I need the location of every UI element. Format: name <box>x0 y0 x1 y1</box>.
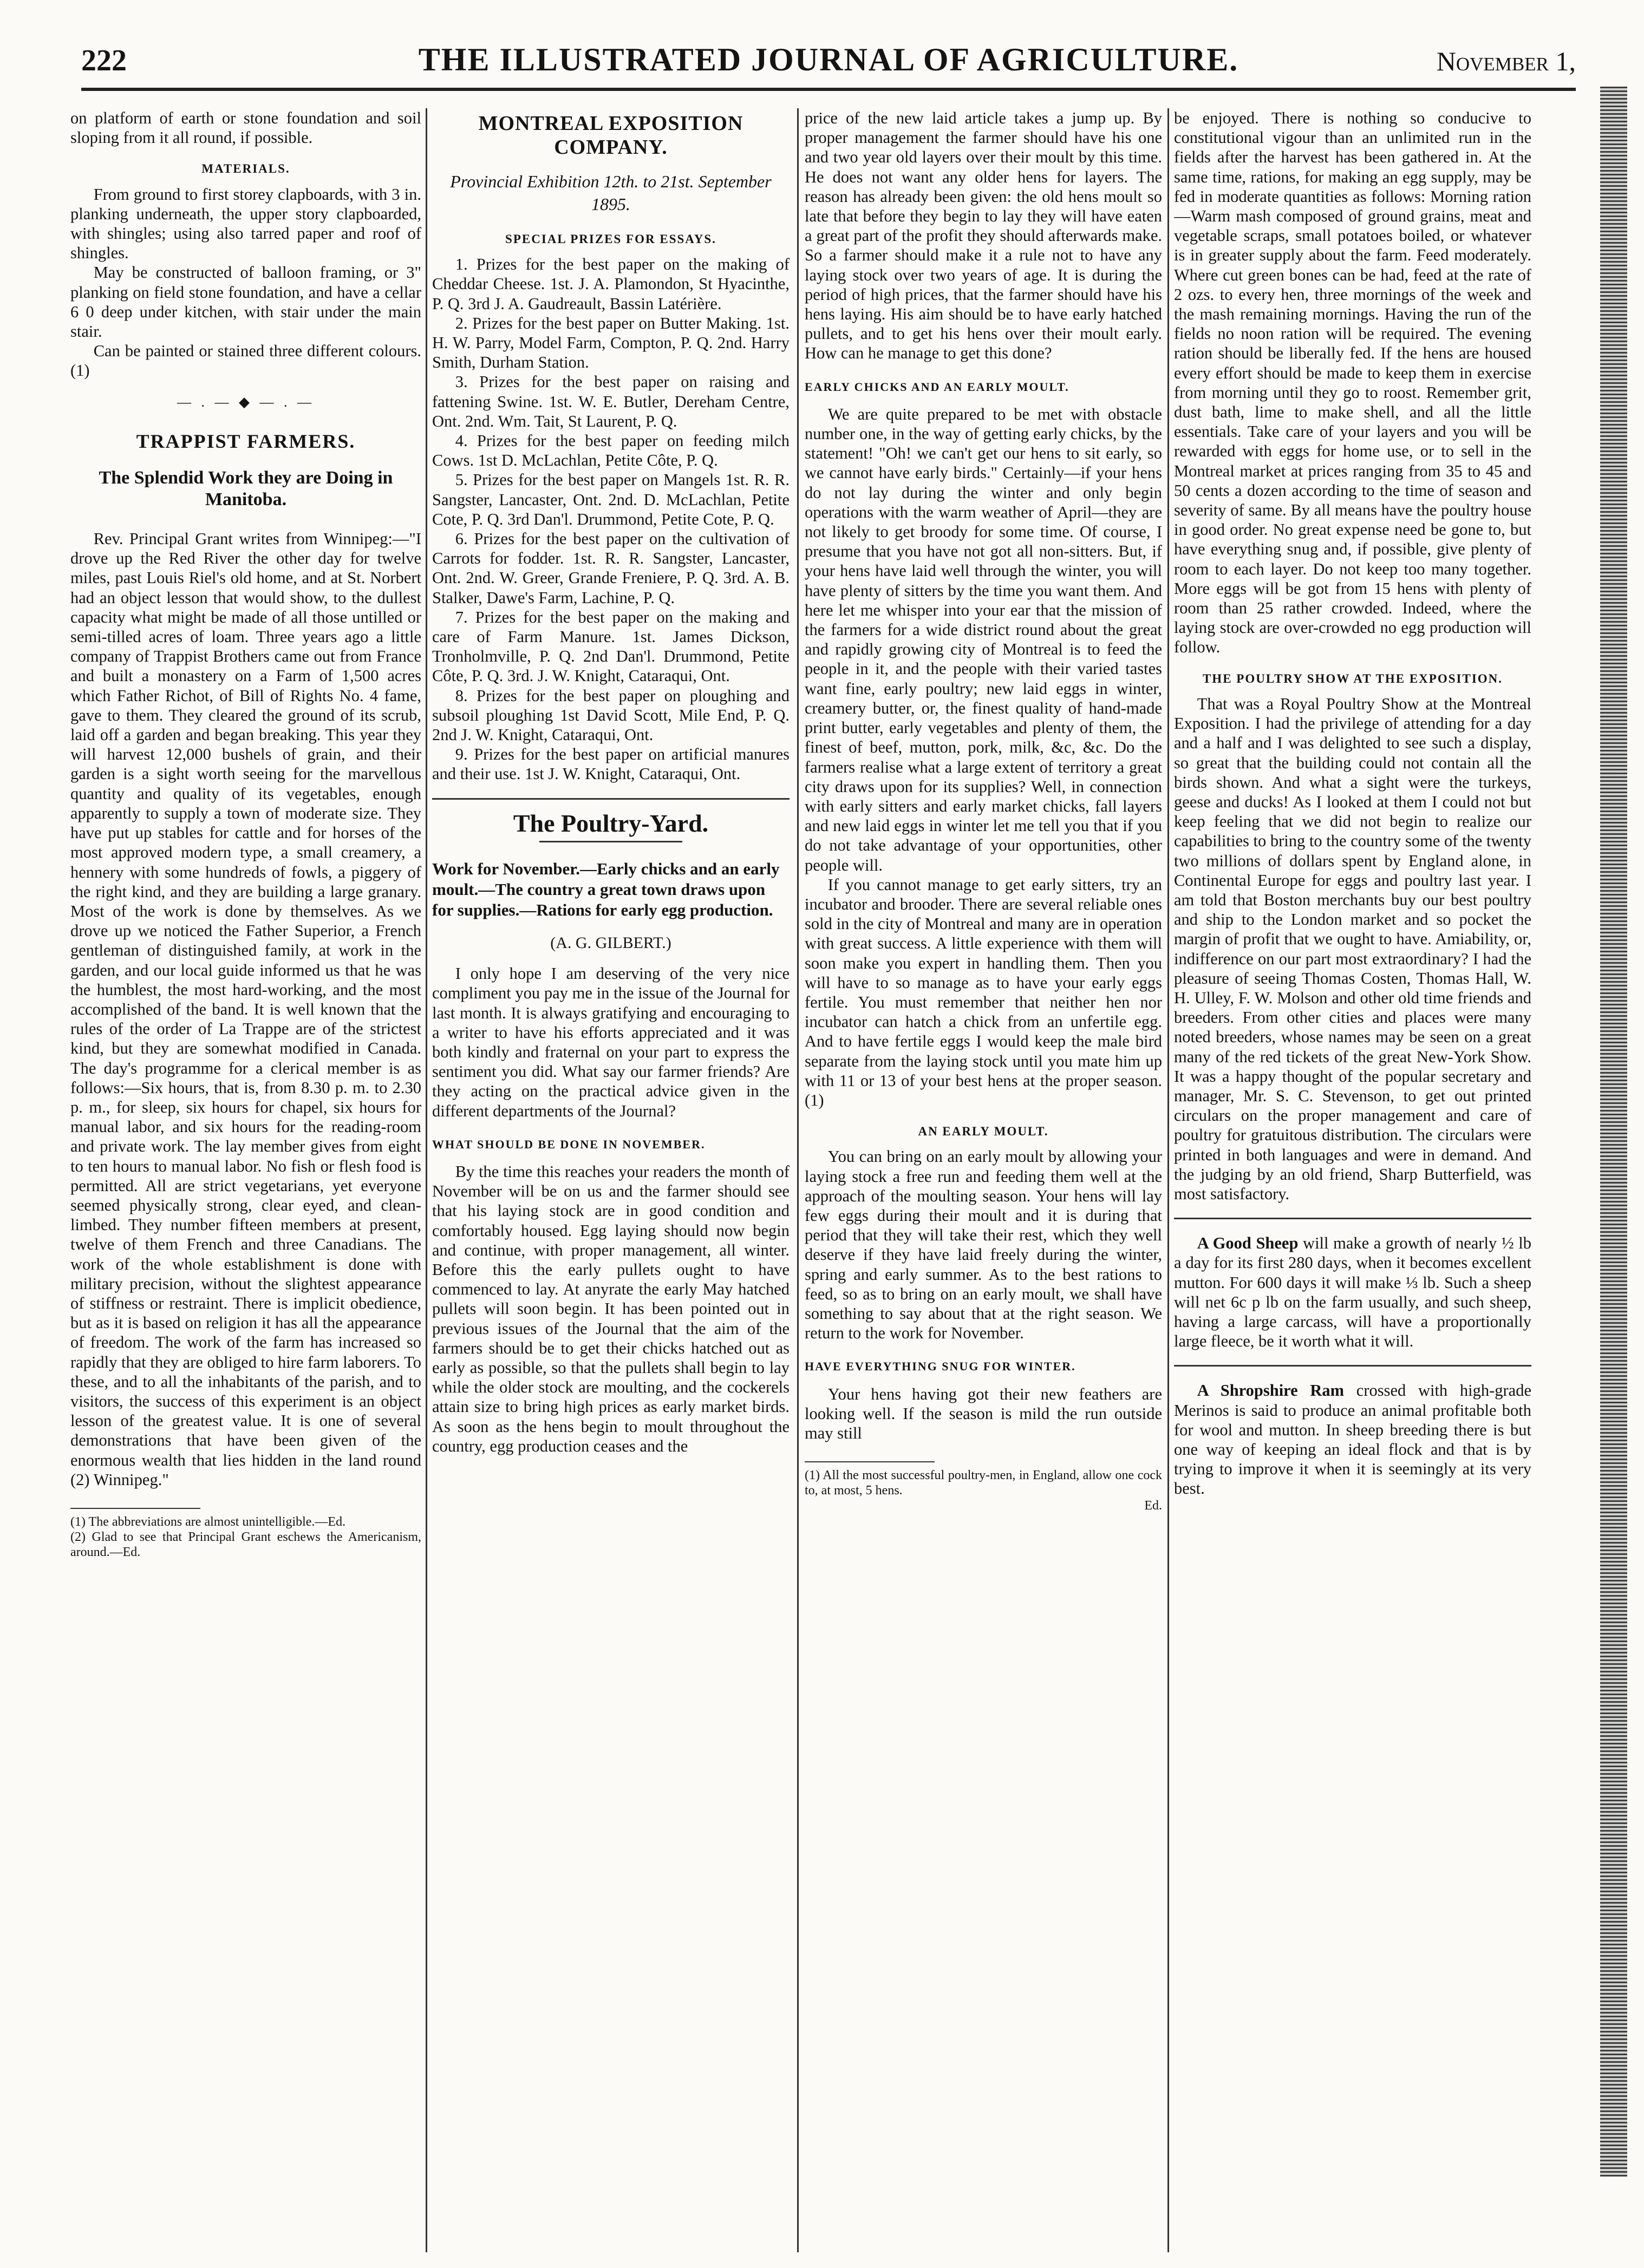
prize-item: 4. Prizes for the best paper on feeding milch Cows. 1st D. McLachlan, Petite Côte, P. Q. <box>432 432 790 470</box>
prize-item: 5. Prizes for the best paper on Mangels 1st. R. R. Sangster, Lancaster, Ont. 2nd. D. McLachlan, Petite Cote, P. Q. 3rd Dan'l. Drummond, Petite Cote, P. Q. <box>432 470 790 528</box>
continued-text: price of the new laid article takes a jump up. By proper management the farmer should have his one and two year old layers over their moult by this time. He does not want any older hens for layers. The reason has already been given: the old hens moult so late that before they begin to lay they will have eaten a great part of the profit they should afterwards make. So a farmer should make it a rule not to have any laying stock over two years of age. It is during the period of high prices, that the farmer should have his hens laying. His aim should be to have early hatched pullets, and to get his hens over their moult early. How can he manage to get this done? <box>805 109 1162 363</box>
journal-title: THE ILLUSTRATED JOURNAL OF AGRICULTURE. <box>418 42 1239 77</box>
column-2 <box>432 108 790 2252</box>
column-1 <box>70 108 421 2252</box>
early-chicks-heading: EARLY CHICKS AND AN EARLY MOULT. <box>805 380 1069 394</box>
prize-item: 7. Prizes for the best paper on the making and care of Farm Manure. 1st. James Dickson, Tronholmville, P. Q. 2nd Dan'l. Drummond, Petite Côte, P. Q. 3rd. J. W. Knight, Cataraqui, Ont. <box>432 607 790 685</box>
footnote: (1) The abbreviations are almost unintelligible.—Ed. <box>70 1515 346 1529</box>
prize-item: 2. Prizes for the best paper on Butter Making. 1st. H. W. Parry, Model Farm, Compton, P. Q. 2nd. Harry Smith, Durham Station. <box>432 313 790 372</box>
paragraph-text: crossed with high-grade Merinos is said to produce an animal profitable both for wool and mutton. In sheep breeding there is but one way of keeping an ideal flock and that is by trying to improve it when it is seemingly at its very best. <box>1174 1381 1531 1498</box>
scan-binding-edge <box>1600 87 1627 2177</box>
section-rule <box>539 841 682 842</box>
section-rule <box>1174 1365 1531 1367</box>
paragraph: May be constructed of balloon framing, or 3" planking on field stone foundation, and have a cellar 6 0 deep under kitchen, with stair under the main stair. <box>70 263 421 341</box>
issue-date: November 1, <box>1436 46 1576 76</box>
paragraph: If you cannot manage to get early sitters, try an incubator and brooder. There are several reliable ones sold in the city of Montreal and many are in operation with great success. A little experience with them will soon make you expert in handling them. Then you will have to so manage as to have your early eggs fertile. You must remember that neither hen nor incubator can hatch a chick from an unfertile egg. And to have fertile eggs I would keep the male bird separate from the laying stock until you mate him up with 11 or 13 of your best hens at the proper season. (1) <box>805 875 1162 1109</box>
paragraph: Your hens having got their new feathers are looking well. If the season is mild the run outside may still <box>805 1384 1162 1442</box>
run-in-heading: A Good Sheep <box>1197 1234 1299 1253</box>
montreal-exposition-heading: MONTREAL EXPOSITION COMPANY. <box>478 112 743 159</box>
run-in-heading: A Shropshire Ram <box>1197 1381 1345 1400</box>
november-heading: WHAT SHOULD BE DONE IN NOVEMBER. <box>432 1137 706 1151</box>
continued-text: on platform of earth or stone foundation and soil sloping from it all round, if possible. <box>70 109 421 147</box>
column-3 <box>805 108 1162 2252</box>
column-4 <box>1174 108 1531 2252</box>
work-for-november-heading: Work for November.—Early chicks and an early moult.—The country a great town draws upon for supplies.—Rations for early egg production. <box>432 859 780 919</box>
footnote-rule <box>70 1508 200 1509</box>
footnote-editor: Ed. <box>1144 1499 1162 1513</box>
prize-item: 8. Prizes for the best paper on ploughing and subsoil ploughing 1st David Scott, Mile End, P. Q. 2nd J. W. Knight, Cataraqui, Ont. <box>432 686 790 744</box>
exhibition-dates: Provincial Exhibition 12th. to 21st. September 1895. <box>450 172 772 214</box>
paragraph: We are quite prepared to be met with obstacle number one, in the way of getting early chicks, by the statement! "Oh! we can't get our hens to sit early, so we cannot have early birds." Certainly—if your hens do not lay during the winter and only begin operations with the warm weather of April—they are not likely to get broody for some time. Of course, I presume that you have not got all non-sitters. But, if your hens have laid well through the winter, you will have plenty of sitters by the time you want them. And here let me whisper into your ear that the mission of the farmers for a wide district round about the great and rapidly growing city of Montreal is to feed the people in it, and the people with their varied tastes want fine, early poultry; new laid eggs in winter, creamery butter, or, the finest quality of hand-made print butter, early vegetables and plenty of them, the finest of beef, mutton, pork, milk, &c, &c. Do the farmers realise what a large extent of territory a great city draws upon for its supplies? Well, in connection with early sitters and early market chicks, fall layers and new laid eggs in winter let me tell you that if you do not take advantage of your opportunities, other people will. <box>805 404 1162 874</box>
paragraph: By the time this reaches your readers the month of November will be on us and the farmer should see that his laying stock are in good condition and comfortably housed. Egg laying should now begin and continue, with proper management, all winter. Before this the early pullets ought to have commenced to lay. At anyrate the early May hatched pullets will soon begin. It has been pointed out in previous issues of the Journal that the aim of the farmers should be to get their chicks hatched out as early as possible, so that the pullets shall begin to lay while the older stock are moulting, and the cockerels attain size to bring high prices as early market birds. As soon as the hens begin to moult throughout the country, egg production ceases and the <box>432 1162 790 1455</box>
paragraph: I only hope I am deserving of the very nice compliment you pay me in the issue of the Journal for last month. It is always gratifying and encouraging to a writer to have his efforts appreciated and it was both kindly and fraternal on your part to express the sentiment you did. What say our farmer friends? Are they acting on the practical advice given in the different departments of the Journal? <box>432 964 790 1120</box>
section-rule <box>432 798 790 800</box>
trappist-heading: TRAPPIST FARMERS. <box>136 430 356 452</box>
paragraph: Can be painted or stained three different colours. (1) <box>70 342 421 380</box>
paragraph: That was a Royal Poultry Show at the Montreal Exposition. I had the privilege of attending for a day and a half and I was delighted to see such a display, so great that the building could not contain all the birds shown. And what a sight were the turkeys, geese and ducks! As I looked at them I could not but keep feeling that we did not begin to realize our capabilities to bring to the country some of the twenty two millions of dollars spent by England alone, in Continental Europe for eggs and poultry last year. I am told that Boston merchants buy our best poultry and ship to the London market and so pocket the margin of profit that we ought to have. Amiability, or, indifference on our part most extraordinary? I had the pleasure of seeing Thomas Costen, Thomas Hall, W. H. Ulley, F. W. Molson and other old time friends and breeders. From other cities and places were many noted breeders, whose names may be seen on a great many of the red tickets of the great New-York Show. It was a happy thought of the popular secretary and manager, Mr. S. C. Stevenson, to get out printed circulars on the proper management and care of poultry for gratuitous distribution. The circulars were printed in both languages and were in demand. And the judging by an old friend, Sharp Butterfield, was most satisfactory. <box>1174 694 1531 1203</box>
column-rule <box>1167 108 1169 2252</box>
page-header <box>81 34 1576 91</box>
materials-heading: MATERIALS. <box>201 162 290 176</box>
poultry-show-heading: THE POULTRY SHOW AT THE EXPOSITION. <box>1202 671 1503 685</box>
trappist-article-body: Rev. Principal Grant writes from Winnipeg:—"I drove up the Red River the other day for twelve miles, past Louis Riel's old home, and at St. Norbert had an object lesson that would show, to the dullest capacity what might be made of all those untilled or semi-tilled acres of loam. Three years ago a little company of Trappist Brothers came out from France and built a monastery on a Farm of 1,500 acres which Father Richot, of Bill of Rights No. 4 fame, gave to them. They cleared the ground of its scrub, laid off a garden and began breaking. This year they will harvest 12,000 bushels of grain, and their garden is a sight worth seeing for the marvellous quantity and quality of its vegetables, enough apparently to supply a town of moderate size. They have put up stables for cattle and for horses of the most approved modern type, a small creamery, a hennery with some hundreds of fowls, a piggery of the right kind, and they are building a large granary. Most of the work is done by themselves. As we drove up we noticed the Father Superior, a French gentleman of distinguished family, at work in the garden, and our local guide informed us that he was the humblest, the most hard-working, and the most accomplished of the band. It is well known that the rules of the order of La Trappe are of the strictest kind, but they are somewhat modified in Canada. The day's programme for a clerical member is as follows:—Six hours, that is, from 8.30 p. m. to 2.30 p. m., for sleep, six hours for chapel, six hours for manual labor, and six hours for the reading-room and private work. The lay member gives from eight to ten hours to manual labor. No fish or flesh food is permitted. All are strict vegetarians, yet everyone seemed physically strong, clear eyed, and clean-limbed. They number fifteen members at present, twelve of them French and three Canadians. The work of the whole establishment is done with military precision, without the slightest appearance of stiffness or restraint. There is implicit obedience, but as it is based on religion it has all the appearance of freedom. The work of the farm has increased so rapidly that they are obliged to hire farm laborers. To these, and to all the inhabitants of the parish, and to visitors, the success of this experiment is an object lesson of the greatest value. It is one of several demonstrations that have been given of the enormous wealth that lies hidden in the land round (2) Winnipeg." <box>70 530 421 1489</box>
good-sheep-paragraph <box>1174 1233 1531 1351</box>
paragraph: From ground to first storey clapboards, with 3 in. planking underneath, the upper story clapboarded, with shingles; using also tarred paper and roof of shingles. <box>70 185 421 263</box>
shropshire-ram-paragraph <box>1174 1381 1531 1498</box>
early-moult-heading: AN EARLY MOULT. <box>918 1125 1049 1139</box>
poultry-yard-heading: The Poultry-Yard. <box>513 809 709 837</box>
prize-item: 3. Prizes for the best paper on raising and fattening Swine. 1st. W. E. Butler, Dereham Centre, Ont. 2nd. Wm. Tait, St Laurent, P. Q. <box>432 372 790 430</box>
ornament-divider: — . — ◆ — . — <box>177 394 315 410</box>
footnote: (1) All the most successful poultry-men, in England, allow one cock to, at most, 5 hens. <box>805 1468 1162 1498</box>
trappist-subheading: The Splendid Work they are Doing in Manitoba. <box>99 468 393 510</box>
continued-text: be enjoyed. There is nothing so conducive to constitutional vigour than an unlimited run in the fields after the harvest has been gathered in. At the same time, rations, for making an egg supply, may be fed in moderate quantities as follows: Morning ration—Warm mash composed of ground grains, meat and vegetable scraps, small potatoes boiled, or whatever is in greater supply about the farm. Feed moderately. Where cut green bones can be had, feed at the rate of 2 ozs. to every hen, three mornings of the week and the mash remaining mornings. Having the run of the fields no noon ration will be required. The evening ration should be liberally fed. If the hens are housed every effort should be made to keep them in exercise from morning until they go to roost. Remember grit, dust bath, lime to make shell, and all the little essentials. Take care of your layers and you will be rewarded with eggs for home use, or to sell in the Montreal market at prices ranging from 35 to 45 and 50 cents a dozen according to the time of season and severity of same. By all means have the poultry house in good order. No great expense need be gone to, but have everything snug and, if possible, give plenty of room to each layer. Do not keep too many together. More eggs will be got from 15 hens with plenty of room than 25 rather crowded. Indeed, where the laying stock are over-crowded no egg production will follow. <box>1174 109 1531 657</box>
author-byline: (A. G. GILBERT.) <box>550 933 671 952</box>
footnote: (2) Glad to see that Principal Grant eschews the Americanism, around.—Ed. <box>70 1530 421 1559</box>
paragraph: You can bring on an early moult by allowing your laying stock a free run and feeding them well at the approach of the moulting season. Your hens will lay few eggs during their moult and it is during that period that they will take their rest, which they well deserve if they have laid freely during the winter, spring and early summer. As to the best rations to feed, so as to bring on an early moult, we shall have something to say about that at the right season. We return to the work for November. <box>805 1147 1162 1343</box>
prize-item: 6. Prizes for the best paper on the cultivation of Carrots for fodder. 1st. R. R. Sangster, Lancaster, Ont. 2nd. W. Greer, Grande Freniere, P. Q. 3rd. A. B. Stalker, Dawe's Farm, Lachine, P. Q. <box>432 530 790 607</box>
snug-for-winter-heading: HAVE EVERYTHING SNUG FOR WINTER. <box>805 1360 1076 1374</box>
paragraph-text: will make a growth of nearly ½ lb a day for its first 280 days, when it becomes excellent mutton. For 600 days it will make ⅓ lb. Such a sheep will net 6c p lb on the farm usually, and such sheep, having a large carcass, will have a proportionally large fleece, be it worth what it will. <box>1174 1234 1531 1351</box>
column-rule <box>426 108 427 2252</box>
prize-item: 9. Prizes for the best paper on artificial manures and their use. 1st J. W. Knight, Cataraqui, Ont. <box>432 745 790 783</box>
page-number: 222 <box>81 44 127 77</box>
section-rule <box>1174 1218 1531 1219</box>
column-rule <box>797 108 799 2252</box>
footnote-rule <box>805 1461 935 1462</box>
prizes-heading: SPECIAL PRIZES FOR ESSAYS. <box>505 232 716 246</box>
prize-item: 1. Prizes for the best paper on the making of Cheddar Cheese. 1st. J. A. Plamondon, St Hyacinthe, P. Q. 3rd J. A. Gaudreault, Bassin Latérière. <box>432 255 790 313</box>
